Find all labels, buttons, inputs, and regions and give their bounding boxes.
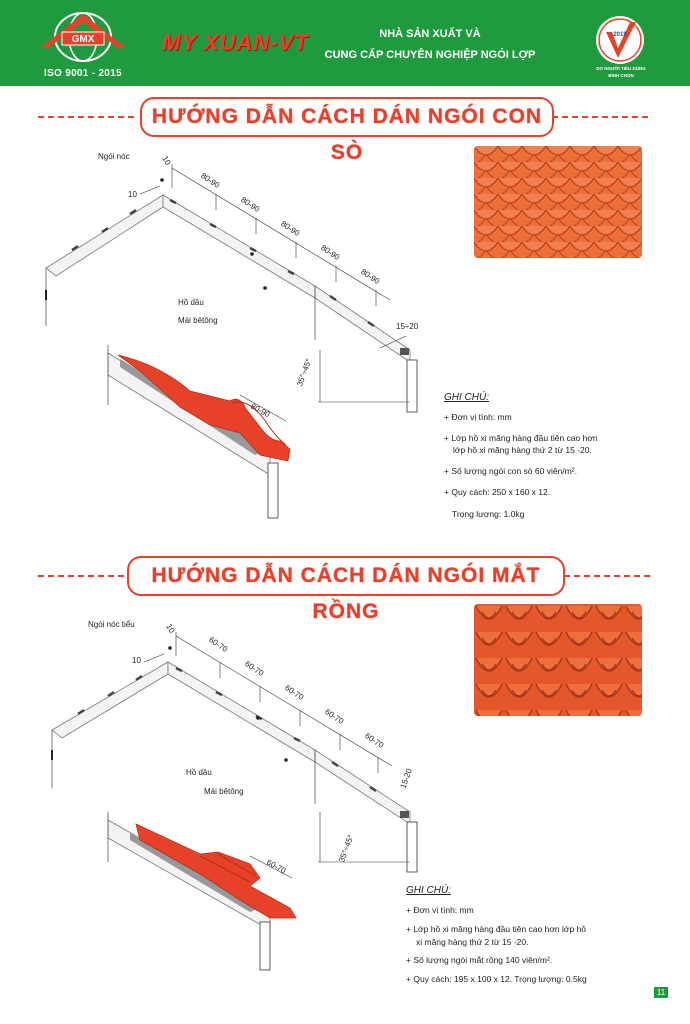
tagline-line1: NHÀ SẢN XUẤT VÀ [379, 28, 481, 40]
s2-note-1-text: Đơn vị tính: mm [413, 905, 474, 915]
s1-notes-heading: GHI CHÚ: [444, 392, 489, 403]
s2-dim-angle: 35°÷45° [337, 833, 356, 864]
s1-label-ridge: Ngói nóc [98, 152, 130, 161]
s2-dim-10a: 10 [164, 622, 177, 635]
section1-title: HƯỚNG DẪN CÁCH DÁN NGÓI CON SÒ [151, 105, 543, 164]
quality-badge-icon [588, 14, 652, 66]
section2-detail-diagram [100, 812, 300, 972]
s1-label-roof: Mái bêtông [178, 316, 218, 325]
s2-note-1: + Đơn vị tính: mm [406, 905, 474, 915]
section2-title-box [127, 556, 565, 623]
brand-name: MY XUAN-VT [162, 30, 309, 55]
s1-dim-spacing-2: 80-90 [239, 195, 262, 214]
s2-note-3: + Số lượng ngói mắt rồng 140 viên/m². [406, 955, 553, 965]
s1-dim-angle: 35°÷45° [295, 357, 314, 388]
badge-year: 2019 [613, 32, 627, 38]
s1-dim-10a: 10 [160, 154, 173, 167]
s1-dim-spacing-3: 80-90 [279, 219, 302, 238]
s1-dim-10b: 10 [128, 190, 137, 199]
header-bar [0, 0, 690, 86]
scallop-tile-pattern-icon [474, 146, 642, 258]
s2-detail-dim: 60-70 [265, 857, 288, 876]
s1-note-3-text: Số lượng ngói con sò 60 viên/m². [451, 466, 577, 476]
dragon-eye-tile-pattern-icon [474, 604, 642, 716]
s1-dim-spacing-4: 80-90 [319, 243, 342, 262]
section1-detail-diagram [100, 345, 300, 520]
title-dash-left [38, 116, 138, 118]
s1-dim-spacing-5: 80-90 [359, 267, 382, 286]
s2-dim-10b: 10 [132, 656, 141, 665]
s2-note-3-text: Số lượng ngói mắt rồng 140 viên/m². [413, 955, 553, 965]
s2-label-roof: Mái bêtông [204, 787, 244, 796]
badge-caption-2: BÌNH CHỌN [608, 73, 634, 78]
gmx-logo-icon [38, 8, 128, 66]
s1-note-5: Trọng lượng: 1.0kg [452, 509, 525, 519]
s1-note-4: + Quy cách: 250 x 160 x 12. [444, 487, 551, 497]
iso-certification: ISO 9001 - 2015 [44, 68, 122, 79]
con-so-tile-photo [474, 146, 642, 258]
s2-note-4-text: Quy cách: 195 x 100 x 12. Trọng lượng: 0.5kg [413, 974, 587, 984]
s2-label-ridge: Ngói nóc tiểu [88, 620, 135, 629]
s1-note-4-text: Quy cách: 250 x 160 x 12. [451, 487, 551, 497]
title2-dash-right [564, 575, 652, 577]
section2-title: HƯỚNG DẪN CÁCH DÁN NGÓI MẮT RỒNG [151, 564, 541, 623]
s2-dim-first-row: 15-20 [398, 767, 414, 790]
s2-dim-spacing-1: 60-70 [207, 635, 230, 654]
title2-dash-left [38, 575, 126, 577]
s1-detail-dim: 80-90 [249, 401, 272, 420]
s1-note-2b: lớp hồ xi măng hàng thứ 2 từ 15 -20. [453, 445, 592, 455]
s1-label-mortar: Hồ dầu [178, 298, 204, 307]
title-dash-right [552, 116, 652, 118]
s2-note-2: + Lớp hồ xi măng hàng đầu tiên cao hơn lớp hồ [406, 924, 587, 934]
s1-note-3: + Số lượng ngói con sò 60 viên/m². [444, 466, 577, 476]
mat-rong-tile-photo [474, 604, 642, 716]
s2-dim-spacing-5: 60-70 [363, 731, 386, 750]
logo-text: GMX [71, 34, 95, 45]
s1-dim-spacing-1: 80-90 [199, 171, 222, 190]
page-number: 11 [654, 987, 668, 998]
s1-dim-first-row: 15÷20 [396, 322, 419, 331]
s2-note-4: + Quy cách: 195 x 100 x 12. Trọng lượng: 0.5kg [406, 974, 587, 984]
s1-note-2-text: Lớp hồ xi măng hàng đầu tiên cao hơn [451, 433, 598, 443]
s2-label-mortar: Hồ dầu [186, 768, 212, 777]
tagline-line2: CUNG CẤP CHUYÊN NGHIỆP NGÓI LỢP [324, 49, 536, 61]
s2-note-2-text: Lớp hồ xi măng hàng đầu tiên cao hơn lớp hồ [413, 924, 587, 934]
s2-dim-spacing-3: 60-70 [283, 683, 306, 702]
badge-caption-1: DO NGƯỜI TIÊU DÙNG [596, 66, 646, 71]
s1-note-2: + Lớp hồ xi măng hàng đầu tiên cao hơn [444, 433, 598, 443]
s2-notes-heading: GHI CHÚ: [406, 885, 451, 896]
s1-note-1-text: Đơn vị tính: mm [451, 412, 512, 422]
s2-note-2b: xi măng hàng thứ 2 từ 15 -20. [416, 937, 529, 947]
s1-note-1: + Đơn vị tính: mm [444, 412, 512, 422]
s2-dim-spacing-4: 60-70 [323, 707, 346, 726]
s2-dim-spacing-2: 60-70 [243, 659, 266, 678]
